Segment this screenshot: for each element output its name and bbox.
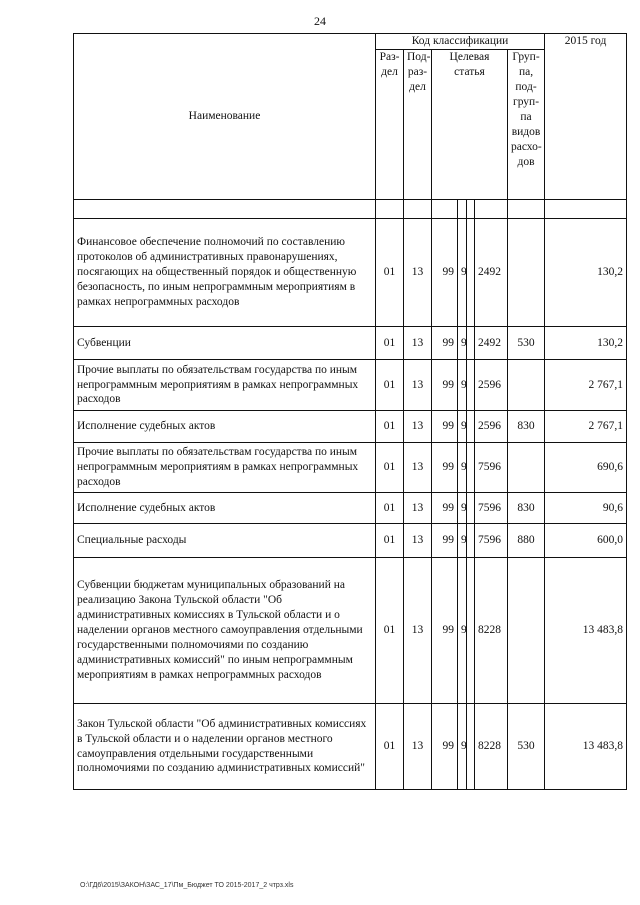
row-name: Специальные расходы bbox=[74, 524, 376, 558]
row-amount: 2 767,1 bbox=[545, 360, 627, 411]
row-cs-program: 99 bbox=[432, 219, 458, 327]
row-cs-direction: 2596 bbox=[475, 360, 508, 411]
row-cs-direction: 8228 bbox=[475, 704, 508, 790]
table-row bbox=[74, 219, 627, 327]
row-name: Исполнение судебных актов bbox=[74, 493, 376, 524]
row-name: Прочие выплаты по обязательствам государства по иным непрограммным мероприятиям в рамках непрограммных расходов bbox=[74, 360, 376, 411]
row-amount: 90,6 bbox=[545, 493, 627, 524]
row-name: Субвенции bbox=[74, 327, 376, 360]
row-podrazdel: 13 bbox=[404, 493, 432, 524]
table-row bbox=[74, 443, 627, 493]
row-cs-subprogram: 9 bbox=[458, 327, 467, 360]
row-cs-subprogram: 9 bbox=[458, 219, 467, 327]
file-path-footer: O:\ГД6\2015\ЗАКОН\ЗАС_17\Пм_Бюджет ТО 2015-2017_2 чтрз.xls bbox=[80, 882, 294, 889]
row-vid: 880 bbox=[508, 524, 545, 558]
row-cs-program: 99 bbox=[432, 558, 458, 704]
row-vid bbox=[508, 558, 545, 704]
row-podrazdel: 13 bbox=[404, 558, 432, 704]
row-cs-blank bbox=[467, 443, 475, 493]
row-podrazdel: 13 bbox=[404, 443, 432, 493]
row-cs-program: 99 bbox=[432, 360, 458, 411]
row-cs-direction: 7596 bbox=[475, 493, 508, 524]
row-cs-subprogram: 9 bbox=[458, 704, 467, 790]
row-vid: 530 bbox=[508, 327, 545, 360]
row-razdel: 01 bbox=[376, 493, 404, 524]
row-cs-subprogram: 9 bbox=[458, 360, 467, 411]
table-row bbox=[74, 493, 627, 524]
row-amount: 2 767,1 bbox=[545, 411, 627, 443]
row-amount: 600,0 bbox=[545, 524, 627, 558]
row-podrazdel: 13 bbox=[404, 411, 432, 443]
row-cs-program: 99 bbox=[432, 411, 458, 443]
row-podrazdel: 13 bbox=[404, 219, 432, 327]
row-cs-direction: 7596 bbox=[475, 524, 508, 558]
table-row bbox=[74, 411, 627, 443]
header-tselevaya-statya: Целевая статья bbox=[432, 50, 508, 200]
row-vid: 530 bbox=[508, 704, 545, 790]
row-cs-program: 99 bbox=[432, 524, 458, 558]
row-cs-direction: 2492 bbox=[475, 219, 508, 327]
table-row bbox=[74, 524, 627, 558]
row-razdel: 01 bbox=[376, 524, 404, 558]
row-cs-blank bbox=[467, 360, 475, 411]
row-cs-subprogram: 9 bbox=[458, 558, 467, 704]
row-podrazdel: 13 bbox=[404, 360, 432, 411]
budget-table bbox=[73, 33, 627, 790]
header-year: 2015 год bbox=[545, 34, 627, 200]
row-razdel: 01 bbox=[376, 704, 404, 790]
header-spacer-row bbox=[74, 200, 627, 219]
row-cs-direction: 2596 bbox=[475, 411, 508, 443]
header-code-group: Код классификации bbox=[376, 34, 545, 50]
table-row bbox=[74, 327, 627, 360]
row-razdel: 01 bbox=[376, 411, 404, 443]
row-cs-direction: 2492 bbox=[475, 327, 508, 360]
row-podrazdel: 13 bbox=[404, 524, 432, 558]
row-cs-subprogram: 9 bbox=[458, 524, 467, 558]
row-amount: 130,2 bbox=[545, 327, 627, 360]
header-gruppa-vidov: Груп- па, под- груп- па видов расхо- дов bbox=[508, 50, 545, 200]
row-name: Исполнение судебных актов bbox=[74, 411, 376, 443]
header-razdel: Раз- дел bbox=[376, 50, 404, 200]
row-name: Закон Тульской области "Об административных комиссиях в Тульской области и о наделении органов местного самоуправления отдельными государственными полномочиями по созданию административных комиссий" bbox=[74, 704, 376, 790]
row-cs-blank bbox=[467, 219, 475, 327]
table-row bbox=[74, 360, 627, 411]
row-cs-blank bbox=[467, 493, 475, 524]
row-razdel: 01 bbox=[376, 443, 404, 493]
row-cs-blank bbox=[467, 704, 475, 790]
row-podrazdel: 13 bbox=[404, 327, 432, 360]
row-amount: 130,2 bbox=[545, 219, 627, 327]
row-cs-blank bbox=[467, 411, 475, 443]
row-vid: 830 bbox=[508, 493, 545, 524]
row-vid bbox=[508, 360, 545, 411]
row-cs-program: 99 bbox=[432, 493, 458, 524]
row-cs-blank bbox=[467, 558, 475, 704]
row-amount: 690,6 bbox=[545, 443, 627, 493]
row-cs-blank bbox=[467, 524, 475, 558]
header-podrazdel: Под- раз- дел bbox=[404, 50, 432, 200]
row-vid bbox=[508, 219, 545, 327]
row-cs-program: 99 bbox=[432, 704, 458, 790]
row-razdel: 01 bbox=[376, 360, 404, 411]
row-amount: 13 483,8 bbox=[545, 558, 627, 704]
table-row bbox=[74, 704, 627, 790]
header-name: Наименование bbox=[74, 34, 376, 200]
row-cs-direction: 8228 bbox=[475, 558, 508, 704]
row-cs-direction: 7596 bbox=[475, 443, 508, 493]
row-name: Субвенции бюджетам муниципальных образований на реализацию Закона Тульской области "Об административных комиссиях в Тульской области и о наделении органов местного самоуправления отдельными государственными полномочиями по созданию административных комиссий" по иным непрограммным мероприятиям в рамках непрограммных расходов bbox=[74, 558, 376, 704]
row-amount: 13 483,8 bbox=[545, 704, 627, 790]
page-number: 24 bbox=[314, 14, 326, 28]
row-name: Прочие выплаты по обязательствам государства по иным непрограммным мероприятиям в рамках непрограммных расходов bbox=[74, 443, 376, 493]
table-row bbox=[74, 558, 627, 704]
row-cs-subprogram: 9 bbox=[458, 411, 467, 443]
row-vid: 830 bbox=[508, 411, 545, 443]
row-cs-program: 99 bbox=[432, 443, 458, 493]
row-name: Финансовое обеспечение полномочий по составлению протоколов об административных правонарушениях, посягающих на общественный порядок и общественную безопасность, по иным непрограммным мероприятиям в рамках непрограммных расходов bbox=[74, 219, 376, 327]
row-razdel: 01 bbox=[376, 558, 404, 704]
row-cs-subprogram: 9 bbox=[458, 493, 467, 524]
row-razdel: 01 bbox=[376, 219, 404, 327]
row-razdel: 01 bbox=[376, 327, 404, 360]
row-cs-blank bbox=[467, 327, 475, 360]
row-vid bbox=[508, 443, 545, 493]
row-podrazdel: 13 bbox=[404, 704, 432, 790]
row-cs-program: 99 bbox=[432, 327, 458, 360]
row-cs-subprogram: 9 bbox=[458, 443, 467, 493]
